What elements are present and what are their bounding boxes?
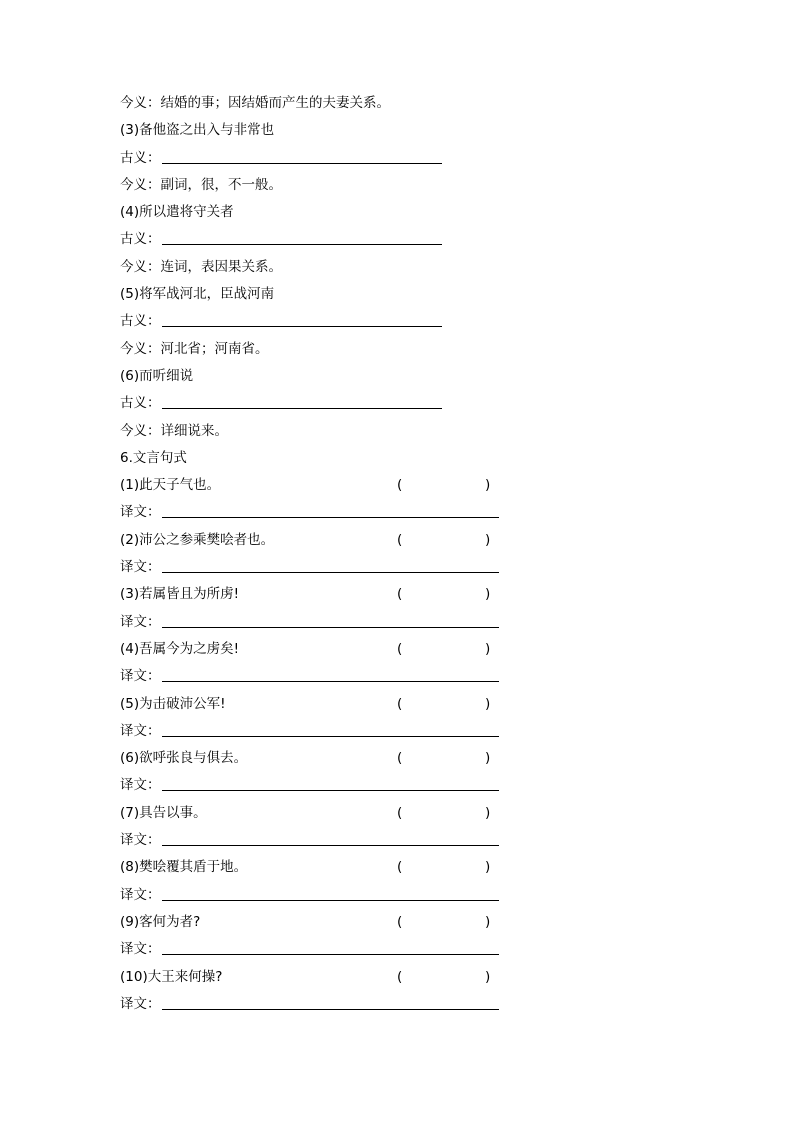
translation-label: 译文： [120, 722, 161, 739]
answer-paren-open: ( [397, 968, 403, 985]
sentence-item [120, 800, 680, 827]
translation-line [120, 882, 680, 909]
sentence-item [120, 745, 680, 772]
translation-label: 译文： [120, 613, 161, 630]
translation-label: 译文： [120, 504, 161, 521]
answer-paren-close: ) [485, 477, 491, 494]
ancient-meaning-line [120, 390, 680, 417]
word-item-text: (6)而听细说 [120, 367, 194, 384]
translation-line [120, 936, 680, 963]
word-item [120, 199, 680, 226]
answer-paren-close: ) [485, 804, 491, 821]
ancient-meaning-label: 古义： [120, 395, 161, 412]
word-item-text: (3)备他盗之出入与非常也 [120, 122, 275, 139]
worksheet-page [120, 90, 680, 1018]
translation-blank[interactable] [162, 499, 499, 518]
modern-meaning-text: 今义：连词，表因果关系。 [120, 258, 282, 275]
answer-paren-close: ) [485, 695, 491, 712]
modern-meaning-line [120, 418, 680, 445]
translation-line [120, 554, 680, 581]
sentence-item [120, 909, 680, 936]
sentence-item [120, 854, 680, 881]
ancient-meaning-line [120, 226, 680, 253]
word-item [120, 117, 680, 144]
translation-line [120, 772, 680, 799]
translation-label: 译文： [120, 559, 161, 576]
sentence-item [120, 527, 680, 554]
answer-paren-open: ( [397, 913, 403, 930]
translation-blank[interactable] [162, 991, 499, 1010]
answer-paren-open: ( [397, 640, 403, 657]
sentence-item [120, 636, 680, 663]
translation-label: 译文： [120, 777, 161, 794]
answer-paren-open: ( [397, 531, 403, 548]
translation-label: 译文： [120, 886, 161, 903]
sentence-text: (4)吾属今为之虏矣! [120, 640, 240, 657]
translation-line [120, 663, 680, 690]
translation-blank[interactable] [162, 882, 499, 901]
section-title-text: 6.文言句式 [120, 449, 187, 466]
answer-paren-open: ( [397, 586, 403, 603]
sentence-item [120, 691, 680, 718]
sentence-text: (3)若属皆且为所虏! [120, 586, 240, 603]
modern-meaning-text: 今义：结婚的事；因结婚而产生的夫妻关系。 [120, 95, 390, 111]
answer-blank[interactable] [162, 308, 442, 327]
answer-paren-open: ( [397, 750, 403, 767]
sentence-text: (1)此天子气也。 [120, 477, 221, 494]
sentence-text: (10)大王来何操? [120, 968, 223, 985]
translation-line [120, 609, 680, 636]
sentence-text: (9)客何为者? [120, 913, 201, 930]
translation-blank[interactable] [162, 718, 499, 737]
translation-blank[interactable] [162, 772, 499, 791]
section-title [120, 445, 680, 472]
sentence-text: (7)具告以事。 [120, 804, 207, 821]
answer-paren-open: ( [397, 804, 403, 821]
answer-paren-close: ) [485, 531, 491, 548]
answer-blank[interactable] [162, 390, 442, 409]
translation-blank[interactable] [162, 554, 499, 573]
word-item [120, 363, 680, 390]
translation-blank[interactable] [162, 609, 499, 628]
modern-meaning-text: 今义：河北省；河南省。 [120, 340, 269, 357]
answer-paren-close: ) [485, 640, 491, 657]
word-item-text: (5)将军战河北，臣战河南 [120, 286, 275, 303]
sentence-item [120, 581, 680, 608]
sentence-text: (8)樊哙覆其盾于地。 [120, 859, 248, 876]
translation-blank[interactable] [162, 936, 499, 955]
answer-paren-close: ) [485, 913, 491, 930]
ancient-meaning-label: 古义： [120, 231, 161, 248]
modern-meaning-text: 今义：详细说来。 [120, 422, 228, 439]
sentence-item [120, 964, 680, 991]
ancient-meaning-line [120, 145, 680, 172]
translation-label: 译文： [120, 941, 161, 958]
answer-paren-close: ) [485, 750, 491, 767]
answer-paren-open: ( [397, 859, 403, 876]
sentence-item [120, 472, 680, 499]
answer-paren-open: ( [397, 477, 403, 494]
translation-line [120, 827, 680, 854]
modern-meaning-text: 今义：副词，很，不一般。 [120, 176, 282, 193]
ancient-meaning-line [120, 308, 680, 335]
sentence-text: (2)沛公之参乘樊哙者也。 [120, 531, 275, 548]
translation-label: 译文： [120, 668, 161, 685]
modern-meaning-line [120, 90, 680, 117]
word-item-text: (4)所以遣将守关者 [120, 204, 234, 221]
answer-paren-close: ) [485, 859, 491, 876]
translation-line [120, 991, 680, 1018]
translation-line [120, 718, 680, 745]
ancient-meaning-label: 古义： [120, 313, 161, 330]
answer-paren-open: ( [397, 695, 403, 712]
answer-blank[interactable] [162, 145, 442, 164]
translation-label: 译文： [120, 832, 161, 849]
modern-meaning-line [120, 172, 680, 199]
translation-label: 译文： [120, 995, 161, 1012]
answer-blank[interactable] [162, 226, 442, 245]
answer-paren-close: ) [485, 586, 491, 603]
translation-blank[interactable] [162, 663, 499, 682]
sentence-text: (5)为击破沛公军! [120, 695, 226, 712]
translation-line [120, 499, 680, 526]
word-item [120, 281, 680, 308]
modern-meaning-line [120, 254, 680, 281]
modern-meaning-line [120, 336, 680, 363]
sentence-text: (6)欲呼张良与俱去。 [120, 750, 248, 767]
answer-paren-close: ) [485, 968, 491, 985]
translation-blank[interactable] [162, 827, 499, 846]
ancient-meaning-label: 古义： [120, 149, 161, 166]
